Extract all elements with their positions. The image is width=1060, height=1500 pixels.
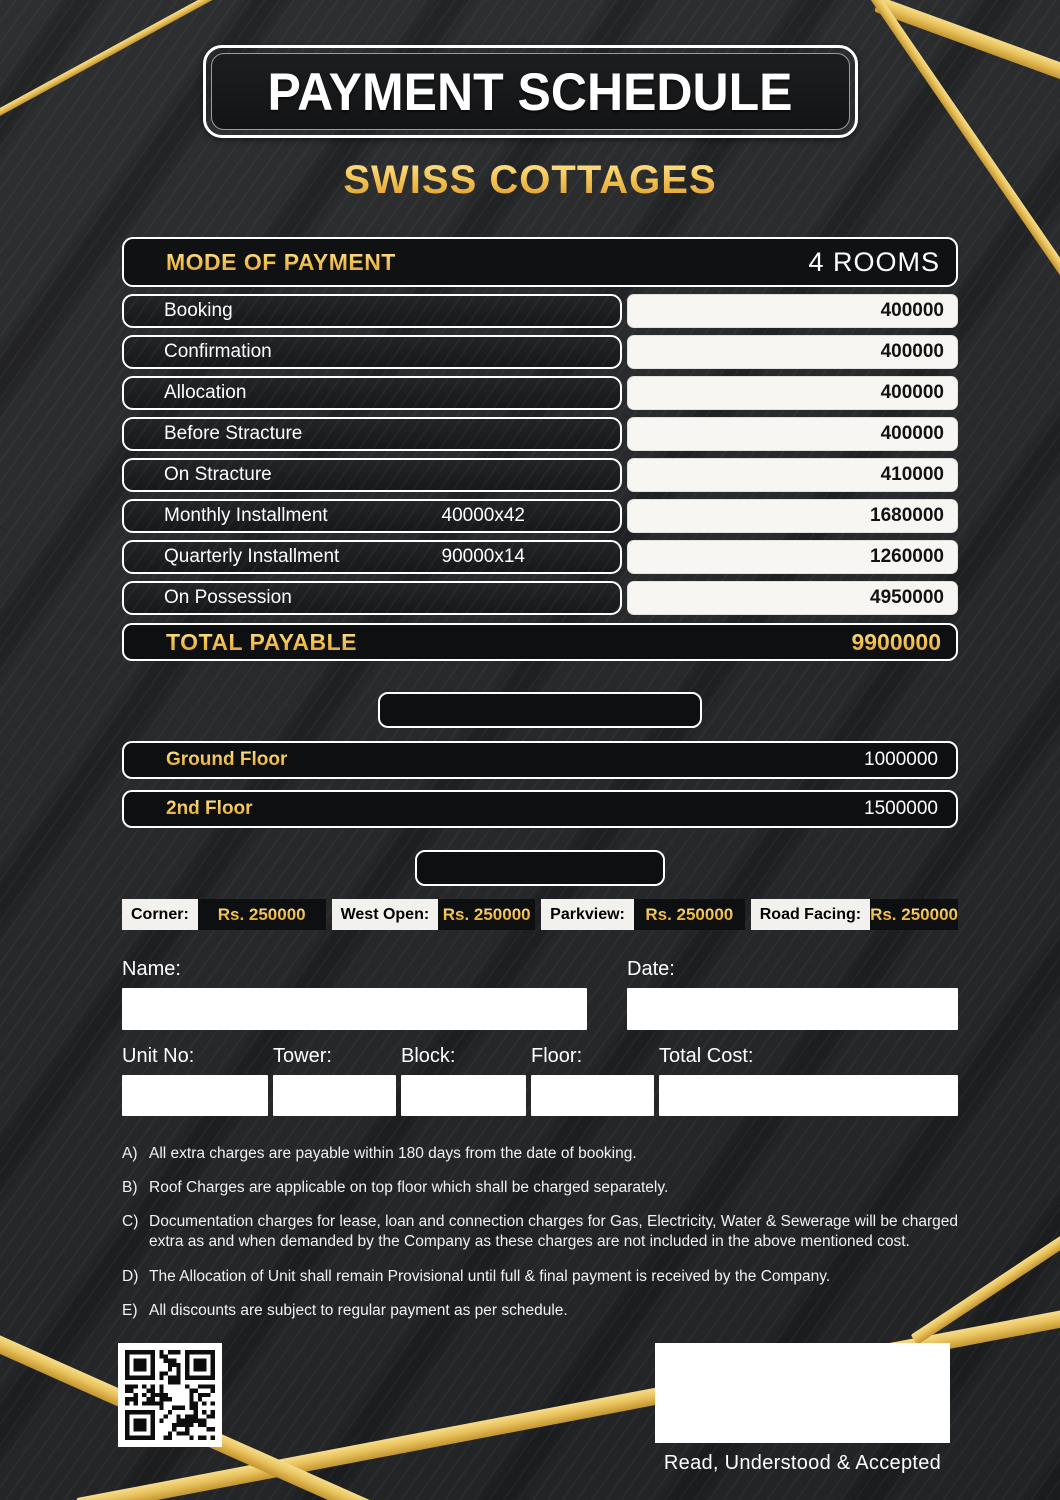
floor-charge-label: Ground Floor [166,749,288,770]
note-text: Documentation charges for lease, loan and connection charges for Gas, Electricity, Water & Sewerage will be charged extra as and when demanded by the Company as these charges are not included in the above mentioned cost. [149,1213,958,1251]
extra-charge-value: Rs. 250000 [870,899,958,930]
note-key: E) [122,1301,138,1319]
schedule-row-label-pill [122,499,622,533]
extra-charge-label: Parkview: [541,899,634,930]
schedule-row [122,376,958,410]
floor-charge-rows [122,741,958,828]
schedule-row-label-pill [122,581,622,615]
title-box [203,45,858,138]
additional-floor-charges-heading [378,692,702,728]
schedule-row [122,335,958,369]
note-item [122,1178,958,1198]
name-label: Name: [122,958,181,980]
note-text: Roof Charges are applicable on top floor which shall be charged separately. [149,1179,669,1197]
floor-label: Floor: [531,1045,583,1067]
note-item [122,1144,958,1164]
tower-field[interactable] [273,1075,396,1116]
block-field[interactable] [401,1075,526,1116]
extra-charge-item [751,899,958,930]
schedule-rows [122,294,958,615]
date-field[interactable] [627,988,958,1030]
signature-field[interactable] [655,1343,950,1443]
extra-charges-strip [122,899,958,930]
schedule-row [122,581,958,615]
floor-charge-row [122,741,958,779]
total-payable-bar [122,623,958,661]
schedule-row-value: 400000 [627,417,958,451]
unit-no-field[interactable] [122,1075,268,1116]
extra-charge-label: Road Facing: [751,899,870,930]
schedule-header [122,237,958,287]
floor-charge-value: 1500000 [864,798,938,819]
schedule-row-label-pill [122,540,622,574]
name-field[interactable] [122,988,587,1030]
mode-of-payment-label: MODE OF PAYMENT [166,248,396,275]
schedule-row-label: On Stracture [164,464,272,485]
schedule-row-multiplier: 90000x14 [441,546,525,567]
schedule-row [122,458,958,492]
total-cost-label: Total Cost: [659,1045,754,1067]
terms-notes [122,1144,958,1321]
schedule-row-label-pill [122,376,622,410]
schedule-row-value: 400000 [627,294,958,328]
extra-charge-item [332,899,536,930]
schedule-row-label: Before Stracture [164,423,303,444]
project-name: SWISS COTTAGES [0,158,1060,203]
extra-charge-label: West Open: [332,899,439,930]
schedule-row-label: Quarterly Installment [164,546,340,567]
schedule-row-label: Allocation [164,382,247,403]
block-label: Block: [401,1045,456,1067]
page-title: PAYMENT SCHEDULE [267,61,793,122]
rooms-label: 4 ROOMS [808,246,940,277]
note-item [122,1267,958,1287]
schedule-row-value: 4950000 [627,581,958,615]
schedule-row-label: Booking [164,300,233,321]
schedule-row [122,294,958,328]
note-key: C) [122,1213,139,1231]
total-payable-label: TOTAL PAYABLE [166,628,357,655]
schedule-row-label-pill [122,417,622,451]
extra-charge-item [541,899,745,930]
form-row-2 [122,1045,958,1116]
floor-field[interactable] [531,1075,654,1116]
schedule-row [122,417,958,451]
floor-charge-value: 1000000 [864,749,938,770]
signature-block [655,1343,950,1475]
total-payable-value: 9900000 [851,628,941,655]
note-key: D) [122,1267,139,1285]
schedule-row-label: Monthly Installment [164,505,328,526]
schedule-row-value: 400000 [627,335,958,369]
note-text: All discounts are subject to regular payment as per schedule. [149,1301,568,1319]
schedule-row-label: On Possession [164,587,292,608]
extra-charge-value: Rs. 250000 [438,899,535,930]
note-item [122,1212,958,1252]
extra-charge-value: Rs. 250000 [198,899,326,930]
extra-charges-heading [415,850,665,886]
schedule-row-value: 1260000 [627,540,958,574]
unit-no-label: Unit No: [122,1045,195,1067]
schedule-row-value: 400000 [627,376,958,410]
schedule-row [122,499,958,533]
schedule-row-label-pill [122,294,622,328]
qr-code [118,1343,222,1447]
qr-code-icon [125,1350,215,1440]
floor-charge-row [122,790,958,828]
schedule-row-value: 1680000 [627,499,958,533]
tower-label: Tower: [273,1045,332,1067]
schedule-row-label: Confirmation [164,341,272,362]
extra-charge-value: Rs. 250000 [634,899,745,930]
note-key: A) [122,1145,138,1162]
schedule-row-label-pill [122,335,622,369]
schedule-row-multiplier: 40000x42 [441,505,525,526]
date-label: Date: [627,958,675,980]
extra-charge-item [122,899,326,930]
note-text: The Allocation of Unit shall remain Provisional until full & final payment is received by the Company. [149,1267,831,1285]
footer-row [122,1343,958,1475]
extra-charge-label: Corner: [122,899,198,930]
floor-charge-label: 2nd Floor [166,798,253,819]
total-cost-field[interactable] [659,1075,958,1116]
note-item [122,1301,958,1321]
schedule-row-label-pill [122,458,622,492]
schedule-row [122,540,958,574]
note-key: B) [122,1179,138,1197]
schedule-row-value: 410000 [627,458,958,492]
form-row-1 [122,958,958,1030]
signature-caption: Read, Understood & Accepted [663,1451,942,1474]
note-text: All extra charges are payable within 180 days from the date of booking. [149,1145,637,1162]
